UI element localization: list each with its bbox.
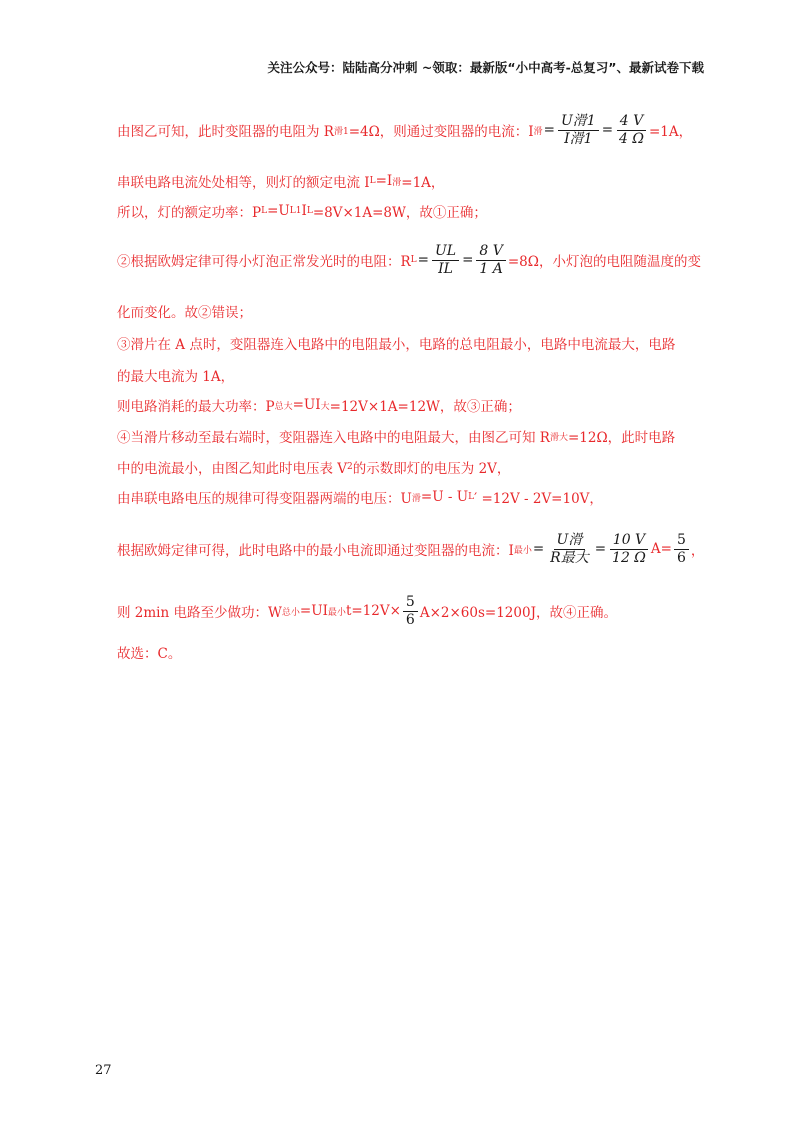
subscript: 滑 (392, 177, 402, 188)
text: 中的电流最小，由图乙知此时电压表 V (117, 461, 348, 477)
equals: = (601, 122, 613, 138)
fraction-8v-over-1a (476, 243, 505, 276)
text: ④当滑片移动至最右端时，变阻器连入电路中的电阻最大，由图乙可知 R (117, 430, 550, 446)
text: t=12V× (345, 603, 401, 619)
text: A= (650, 541, 672, 557)
numerator: 4 V (617, 113, 646, 130)
text: =8Ω，小灯泡的电阻随温度的变 (507, 254, 701, 270)
text: 故选：C。 (117, 646, 182, 662)
subscript: 滑 (533, 126, 543, 137)
text: =12Ω，此时电路 (567, 430, 676, 446)
line-5 (117, 299, 252, 323)
text: 化而变化。故②错误； (117, 305, 252, 321)
subscript: L1 (289, 206, 302, 216)
line-14 (117, 640, 181, 664)
numerator: U滑 (554, 532, 586, 549)
subscript: 滑大 (549, 432, 568, 443)
subscript: 滑1 (333, 126, 349, 137)
text: 由图乙可知，此时变阻器的电阻为 R (117, 124, 334, 140)
subscript: L (306, 206, 313, 216)
equals: = (543, 122, 555, 138)
line-6 (117, 331, 675, 355)
text: =1A， (401, 175, 445, 191)
fraction-u-over-rmax (547, 532, 592, 565)
numerator: 5 (674, 532, 689, 549)
text: ′ =12V - 2V=10V， (474, 491, 603, 507)
numerator: UL (432, 243, 459, 260)
equals: = (594, 541, 607, 557)
line-7 (117, 363, 234, 387)
text: 则 2min 电路至少做功：W (117, 605, 282, 621)
text: =UI (292, 397, 321, 413)
page-number: 27 (95, 1063, 112, 1078)
denominator: IL (438, 260, 453, 277)
line-13 (117, 594, 617, 628)
text: =12V×1A=12W，故③正确； (329, 399, 521, 415)
equals: = (532, 541, 545, 557)
denominator: R最大 (550, 549, 589, 566)
numerator: 8 V (476, 243, 505, 260)
denominator: 4 Ω (619, 130, 644, 147)
line-1 (117, 113, 693, 147)
text: =1A， (648, 124, 693, 140)
subscript: L (468, 492, 475, 502)
line-4 (117, 243, 701, 277)
page-header: 关注公众号：陆陆高分冲刺 ~领取：最新版“小中高考-总复习”、最新试卷下载 (267, 60, 704, 75)
text: 的示数即灯的电压为 2V， (352, 461, 511, 477)
text: ， (690, 543, 705, 559)
fraction-4v-over-4ohm (616, 113, 647, 146)
text: =UI (299, 603, 328, 619)
text: I (301, 203, 307, 219)
line-2 (117, 169, 444, 193)
numerator: U滑1 (558, 113, 599, 130)
denominator: I滑1 (564, 130, 593, 147)
text: ②根据欧姆定律可得小灯泡正常发光时的电阻：R (117, 254, 411, 270)
equals: = (417, 252, 429, 268)
text: =4Ω，则通过变阻器的电流：I (348, 124, 534, 140)
subscript: 滑 (411, 493, 421, 504)
text: A×2×60s=1200J，故④正确。 (419, 605, 617, 621)
equals: = (462, 252, 474, 268)
line-10 (117, 455, 510, 479)
text: 由串联电路电压的规律可得变阻器两端的电压：U (117, 491, 412, 507)
numerator: 5 (403, 594, 418, 611)
subscript: L (369, 176, 376, 186)
denominator: 1 A (479, 260, 503, 277)
denominator: 6 (405, 611, 415, 628)
subscript: L (410, 255, 417, 265)
text: =U (267, 203, 290, 219)
fraction-u-over-i (558, 113, 599, 146)
fraction-5-over-6 (403, 594, 418, 627)
subscript: 最小 (327, 607, 346, 618)
text: 所以，灯的额定功率：P (117, 205, 262, 221)
fraction-5-over-6 (674, 532, 689, 565)
subscript: 2 (347, 462, 353, 472)
line-3 (117, 199, 487, 223)
line-12 (117, 532, 705, 566)
subscript: 总小 (281, 607, 300, 618)
fraction-ul-over-il (432, 243, 459, 276)
text: 根据欧姆定律可得，此时电路中的最小电流即通过变阻器的电流：I (117, 543, 514, 559)
text: =U - U (420, 489, 469, 505)
numerator: 10 V (610, 532, 648, 549)
line-11 (117, 485, 603, 509)
text: =8V×1A=8W，故①正确； (312, 205, 487, 221)
text: 串联电路电流处处相等，则灯的额定电流 I (117, 175, 370, 191)
text: ③滑片在 A 点时，变阻器连入电路中的电阻最小，电路的总电阻最小，电路中电流最大，电路 (117, 337, 676, 353)
subscript: 大 (320, 401, 330, 412)
denominator: 6 (676, 549, 686, 566)
text: 的最大电流为 1A， (117, 369, 235, 385)
text: =I (375, 173, 393, 189)
denominator: 12 Ω (612, 549, 646, 566)
fraction-10v-over-12ohm (609, 532, 649, 565)
text: 则电路消耗的最大功率：P (117, 399, 275, 415)
subscript: L (261, 206, 268, 216)
subscript: 总大 (274, 401, 293, 412)
line-8 (117, 393, 521, 417)
subscript: 最小 (513, 545, 532, 556)
line-9 (117, 424, 675, 448)
